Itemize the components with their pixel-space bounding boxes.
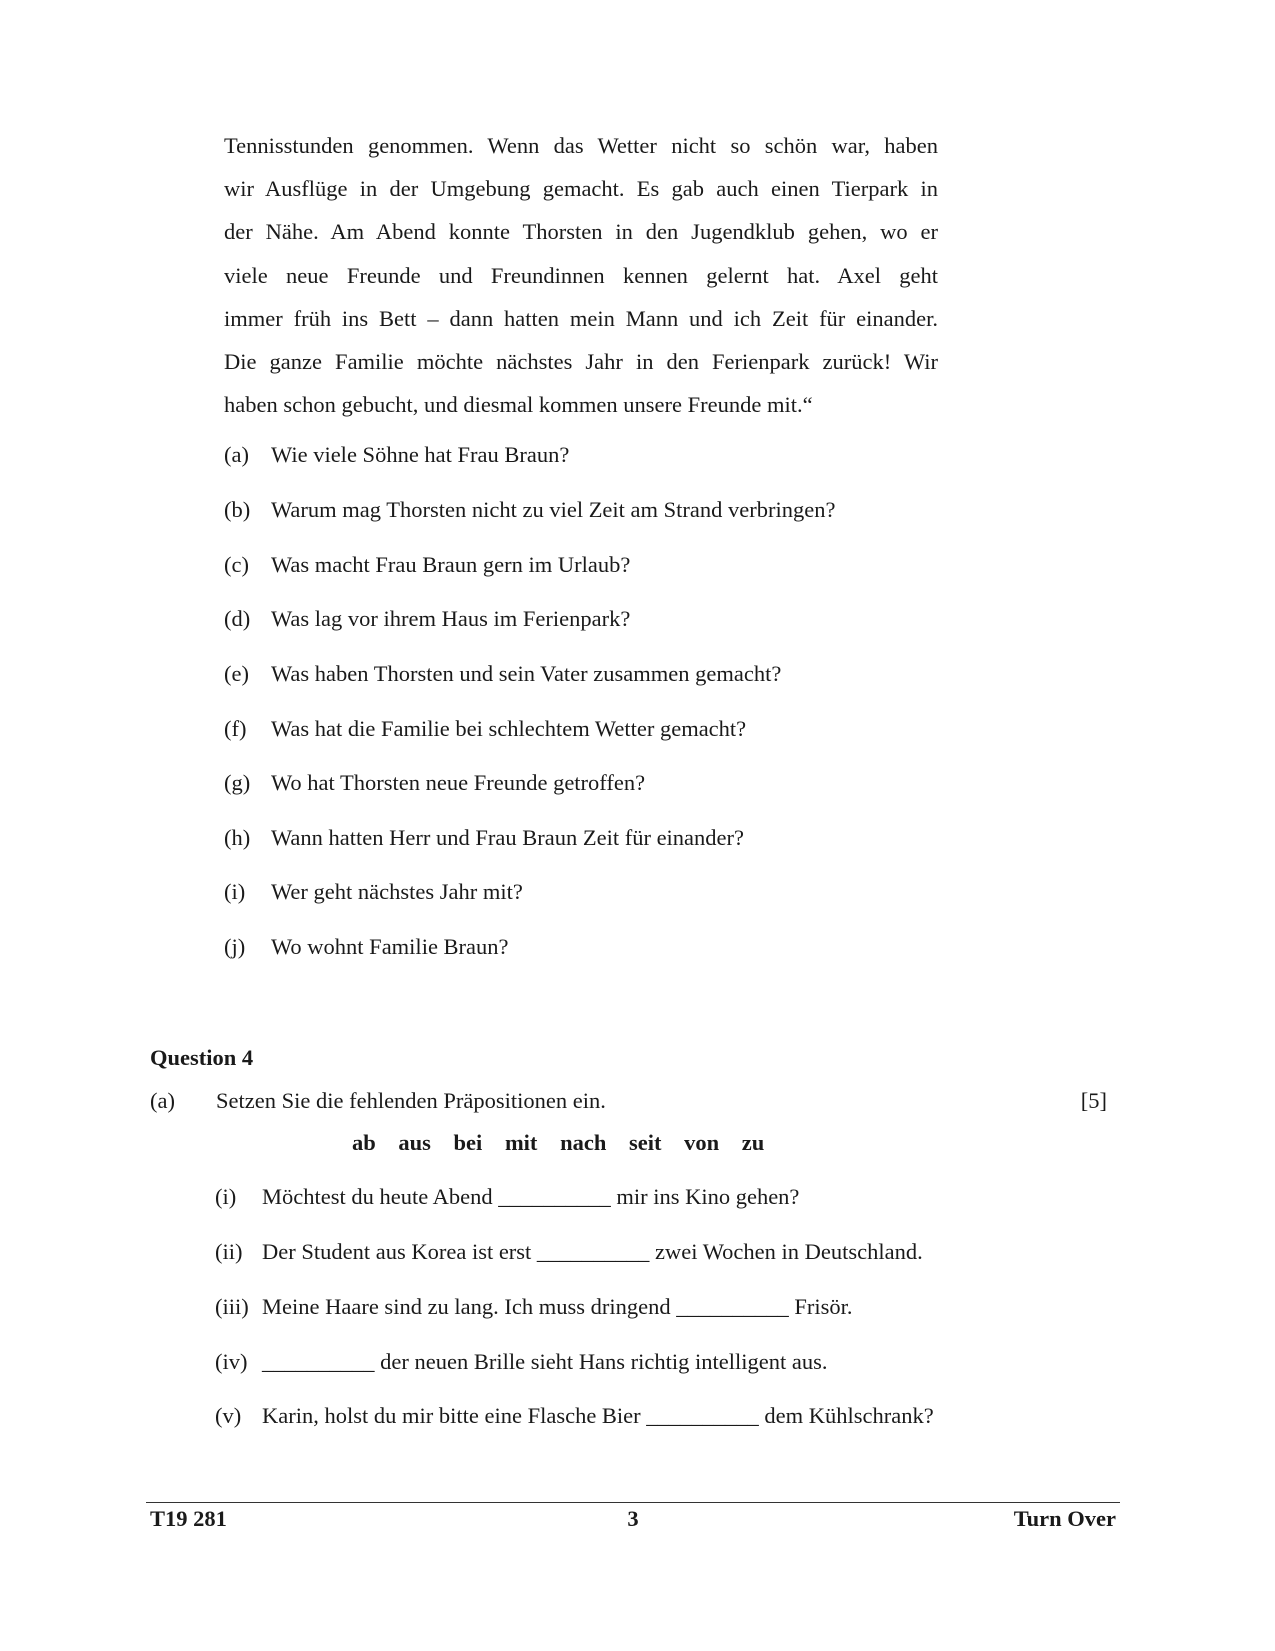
question-text: Wo hat Thorsten neue Freunde getroffen? bbox=[271, 770, 646, 795]
word-bank-item: zu bbox=[741, 1130, 765, 1155]
item-label: (v) bbox=[215, 1403, 242, 1428]
question-label: (h) bbox=[224, 825, 251, 850]
question-text: Wo wohnt Familie Braun? bbox=[271, 934, 509, 959]
item-text: Karin, holst du mir bitte eine Flasche Bier __________ dem Kühlschrank? bbox=[262, 1403, 934, 1428]
question-text: Wer geht nächstes Jahr mit? bbox=[271, 879, 523, 904]
question-label: (j) bbox=[224, 934, 246, 959]
question-text: Warum mag Thorsten nicht zu viel Zeit am Strand verbringen? bbox=[271, 497, 836, 522]
word-bank bbox=[352, 1128, 781, 1158]
question-label: (b) bbox=[224, 497, 251, 522]
paper-code: T19 281 bbox=[150, 1506, 227, 1531]
reading-passage bbox=[224, 124, 938, 426]
passage-line: haben schon gebucht, und diesmal kommen unsere Freunde mit.“ bbox=[224, 392, 813, 418]
item-label: (iv) bbox=[215, 1349, 248, 1374]
question-text: Wie viele Söhne hat Frau Braun? bbox=[271, 442, 570, 467]
word-bank-item: nach bbox=[560, 1130, 607, 1155]
page-number: 3 bbox=[627, 1506, 639, 1531]
item-label: (i) bbox=[215, 1184, 237, 1209]
question-label: (i) bbox=[224, 879, 246, 904]
passage-line: Die ganze Familie möchte nächstes Jahr in den Ferienpark zurück! Wir bbox=[224, 348, 938, 374]
item-text: Möchtest du heute Abend __________ mir ins Kino gehen? bbox=[262, 1184, 800, 1209]
question-text: Was hat die Familie bei schlechtem Wetter gemacht? bbox=[271, 716, 747, 741]
page-footer bbox=[146, 1502, 1120, 1536]
item-label: (iii) bbox=[215, 1294, 249, 1319]
question-4a-instruction bbox=[150, 1086, 1107, 1116]
passage-line: wir Ausflüge in der Umgebung gemacht. Es gab auch einen Tierpark in bbox=[224, 176, 938, 202]
turn-over-label: Turn Over bbox=[1013, 1506, 1116, 1531]
question-label: (e) bbox=[224, 661, 249, 686]
question-label: (a) bbox=[224, 442, 249, 467]
item-text: Meine Haare sind zu lang. Ich muss dringend __________ Frisör. bbox=[262, 1294, 853, 1319]
question-4-heading: Question 4 bbox=[150, 1045, 254, 1070]
marks-badge: [5] bbox=[1080, 1088, 1107, 1113]
question-text: Was lag vor ihrem Haus im Ferienpark? bbox=[271, 606, 631, 631]
passage-line: viele neue Freunde und Freundinnen kennen gelernt hat. Axel geht bbox=[224, 262, 938, 288]
item-text: Der Student aus Korea ist erst __________ zwei Wochen in Deutschland. bbox=[262, 1239, 923, 1264]
question-text: Was haben Thorsten und sein Vater zusammen gemacht? bbox=[271, 661, 782, 686]
instruction-text: Setzen Sie die fehlenden Präpositionen ein. bbox=[216, 1088, 606, 1113]
passage-line: der Nähe. Am Abend konnte Thorsten in den Jugendklub gehen, wo er bbox=[224, 219, 938, 245]
question-label: (f) bbox=[224, 716, 247, 741]
word-bank-item: bei bbox=[453, 1130, 483, 1155]
word-bank-item: seit bbox=[628, 1130, 662, 1155]
item-label: (ii) bbox=[215, 1239, 243, 1264]
part-label: (a) bbox=[150, 1088, 175, 1113]
question-label: (d) bbox=[224, 606, 251, 631]
passage-line: immer früh ins Bett – dann hatten mein Mann und ich Zeit für einander. bbox=[224, 305, 938, 331]
word-bank-item: aus bbox=[398, 1130, 431, 1155]
passage-line: Tennisstunden genommen. Wenn das Wetter nicht so schön war, haben bbox=[224, 133, 938, 158]
word-bank-item: mit bbox=[504, 1130, 538, 1155]
question-label: (c) bbox=[224, 552, 249, 577]
question-label: (g) bbox=[224, 770, 251, 795]
word-bank-item: ab bbox=[352, 1130, 376, 1155]
item-text: __________ der neuen Brille sieht Hans richtig intelligent aus. bbox=[262, 1349, 828, 1374]
word-bank-item: von bbox=[684, 1130, 720, 1155]
question-text: Was macht Frau Braun gern im Urlaub? bbox=[271, 552, 631, 577]
question-text: Wann hatten Herr und Frau Braun Zeit für einander? bbox=[271, 825, 745, 850]
